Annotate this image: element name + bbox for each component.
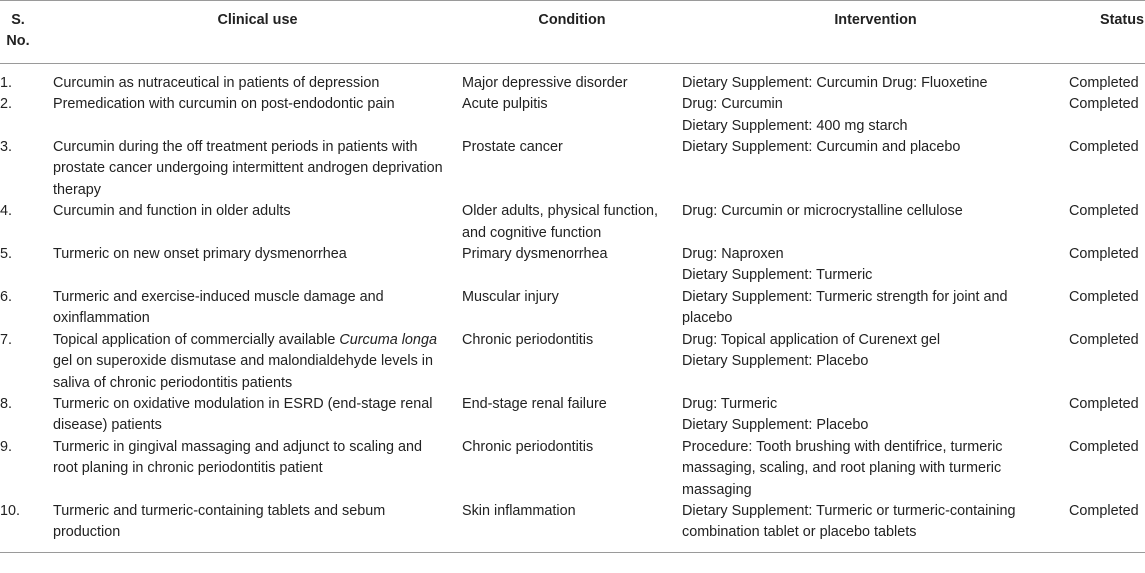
table-row (0, 94, 1145, 137)
table-row (0, 244, 1145, 287)
intervention-line: Procedure: Tooth brushing with dentifrice, turmeric massaging, scaling, and root planing with turmeric massaging (682, 438, 1003, 498)
clinical-use-text: Topical application of commercially available (53, 331, 340, 348)
intervention-line: Dietary Supplement: 400 mg starch (682, 117, 908, 134)
status-cell: Completed (1069, 96, 1139, 113)
row-number: 5. (0, 246, 13, 263)
row-number: 2. (0, 96, 13, 113)
header-clinical-use: Clinical use (53, 1, 462, 64)
condition-cell: Chronic periodontitis (462, 438, 594, 455)
status-cell: Completed (1069, 395, 1139, 412)
clinical-use-cell: Turmeric in gingival massaging and adjunct to scaling and root planing in chronic periodontitis patient (53, 438, 423, 477)
intervention-line: Dietary Supplement: Placebo (682, 417, 869, 434)
intervention-cell (682, 94, 1069, 137)
clinical-use-cell: Turmeric and turmeric-containing tablets and sebum production (53, 501, 462, 552)
intervention-cell (682, 330, 1069, 394)
intervention-line: Dietary Supplement: Placebo (682, 353, 869, 370)
status-cell: Completed (1069, 246, 1139, 263)
intervention-cell (682, 287, 1069, 330)
row-number: 6. (0, 288, 13, 305)
status-cell: Completed (1069, 331, 1139, 348)
row-number: 10. (0, 501, 53, 552)
header-intervention: Intervention (682, 1, 1069, 64)
intervention-cell (682, 437, 1069, 501)
row-number: 1. (0, 74, 13, 91)
table-body (0, 63, 1145, 552)
condition-cell: Primary dysmenorrhea (462, 246, 608, 263)
status-cell: Completed (1069, 203, 1139, 220)
clinical-use-cell: Turmeric and exercise-induced muscle damage and oxinflammation (53, 288, 384, 327)
intervention-cell (682, 501, 1069, 552)
condition-cell: Acute pulpitis (462, 96, 548, 113)
clinical-use-cell: Turmeric on oxidative modulation in ESRD (end-stage renal disease) patients (53, 395, 433, 434)
table-row (0, 63, 1145, 94)
intervention-line: Dietary Supplement: Curcumin Drug: Fluoxetine (682, 74, 988, 91)
status-cell: Completed (1069, 438, 1139, 455)
intervention-cell (682, 394, 1069, 437)
status-cell: Completed (1069, 288, 1139, 305)
condition-cell: Chronic periodontitis (462, 331, 594, 348)
intervention-line: Drug: Topical application of Curenext gel (682, 331, 941, 348)
intervention-line: Dietary Supplement: Turmeric (682, 267, 873, 284)
row-number: 8. (0, 395, 13, 412)
status-cell: Completed (1069, 501, 1145, 552)
row-number: 7. (0, 331, 13, 348)
status-cell: Completed (1069, 74, 1139, 91)
intervention-cell (682, 201, 1069, 244)
condition-cell: Older adults, physical function, and cognitive function (462, 203, 658, 241)
clinical-use-cell: Curcumin and function in older adults (53, 203, 291, 220)
status-cell: Completed (1069, 139, 1139, 156)
intervention-cell (682, 63, 1069, 94)
clinical-use-cell: Curcumin during the off treatment periods in patients with prostate cancer undergoing intermittent androgen deprivation therapy (53, 139, 443, 198)
table-row (0, 437, 1145, 501)
condition-cell: Skin inflammation (462, 501, 682, 552)
intervention-line: Drug: Naproxen (682, 246, 784, 263)
table-row (0, 287, 1145, 330)
intervention-line: Dietary Supplement: Turmeric strength for joint and placebo (682, 288, 1008, 327)
header-s-no: S. No. (0, 1, 53, 64)
table-row (0, 394, 1145, 437)
header-condition: Condition (462, 1, 682, 64)
table-row (0, 201, 1145, 244)
species-name-italic: Curcuma longa (339, 331, 437, 348)
header-status: Status (1069, 1, 1145, 64)
table-row (0, 501, 1145, 552)
intervention-line: Dietary Supplement: Turmeric or turmeric-containing combination tablet or placebo tablets (682, 502, 1016, 541)
clinical-use-cell: Curcumin as nutraceutical in patients of depression (53, 74, 380, 91)
intervention-line: Drug: Curcumin or microcrystalline cellulose (682, 203, 963, 220)
table-header (0, 1, 1145, 64)
condition-cell: Prostate cancer (462, 139, 563, 156)
clinical-use-cell: Premedication with curcumin on post-endodontic pain (53, 96, 395, 113)
table-row (0, 137, 1145, 201)
intervention-cell (682, 244, 1069, 287)
table-row (0, 330, 1145, 394)
condition-cell: End-stage renal failure (462, 395, 607, 412)
row-number: 3. (0, 139, 13, 156)
intervention-line: Drug: Turmeric (682, 395, 778, 412)
condition-cell: Muscular injury (462, 288, 559, 305)
intervention-line: Dietary Supplement: Curcumin and placebo (682, 139, 961, 156)
condition-cell: Major depressive disorder (462, 74, 628, 91)
clinical-use-text: gel on superoxide dismutase and malondialdehyde levels in saliva of chronic periodontitis patients (53, 353, 433, 391)
header-row (0, 1, 1145, 64)
row-number: 9. (0, 438, 13, 455)
row-number: 4. (0, 203, 13, 220)
clinical-use-cell: Turmeric on new onset primary dysmenorrhea (53, 246, 347, 263)
intervention-cell (682, 137, 1069, 201)
clinical-use-cell (53, 330, 462, 394)
intervention-line: Drug: Curcumin (682, 96, 783, 113)
